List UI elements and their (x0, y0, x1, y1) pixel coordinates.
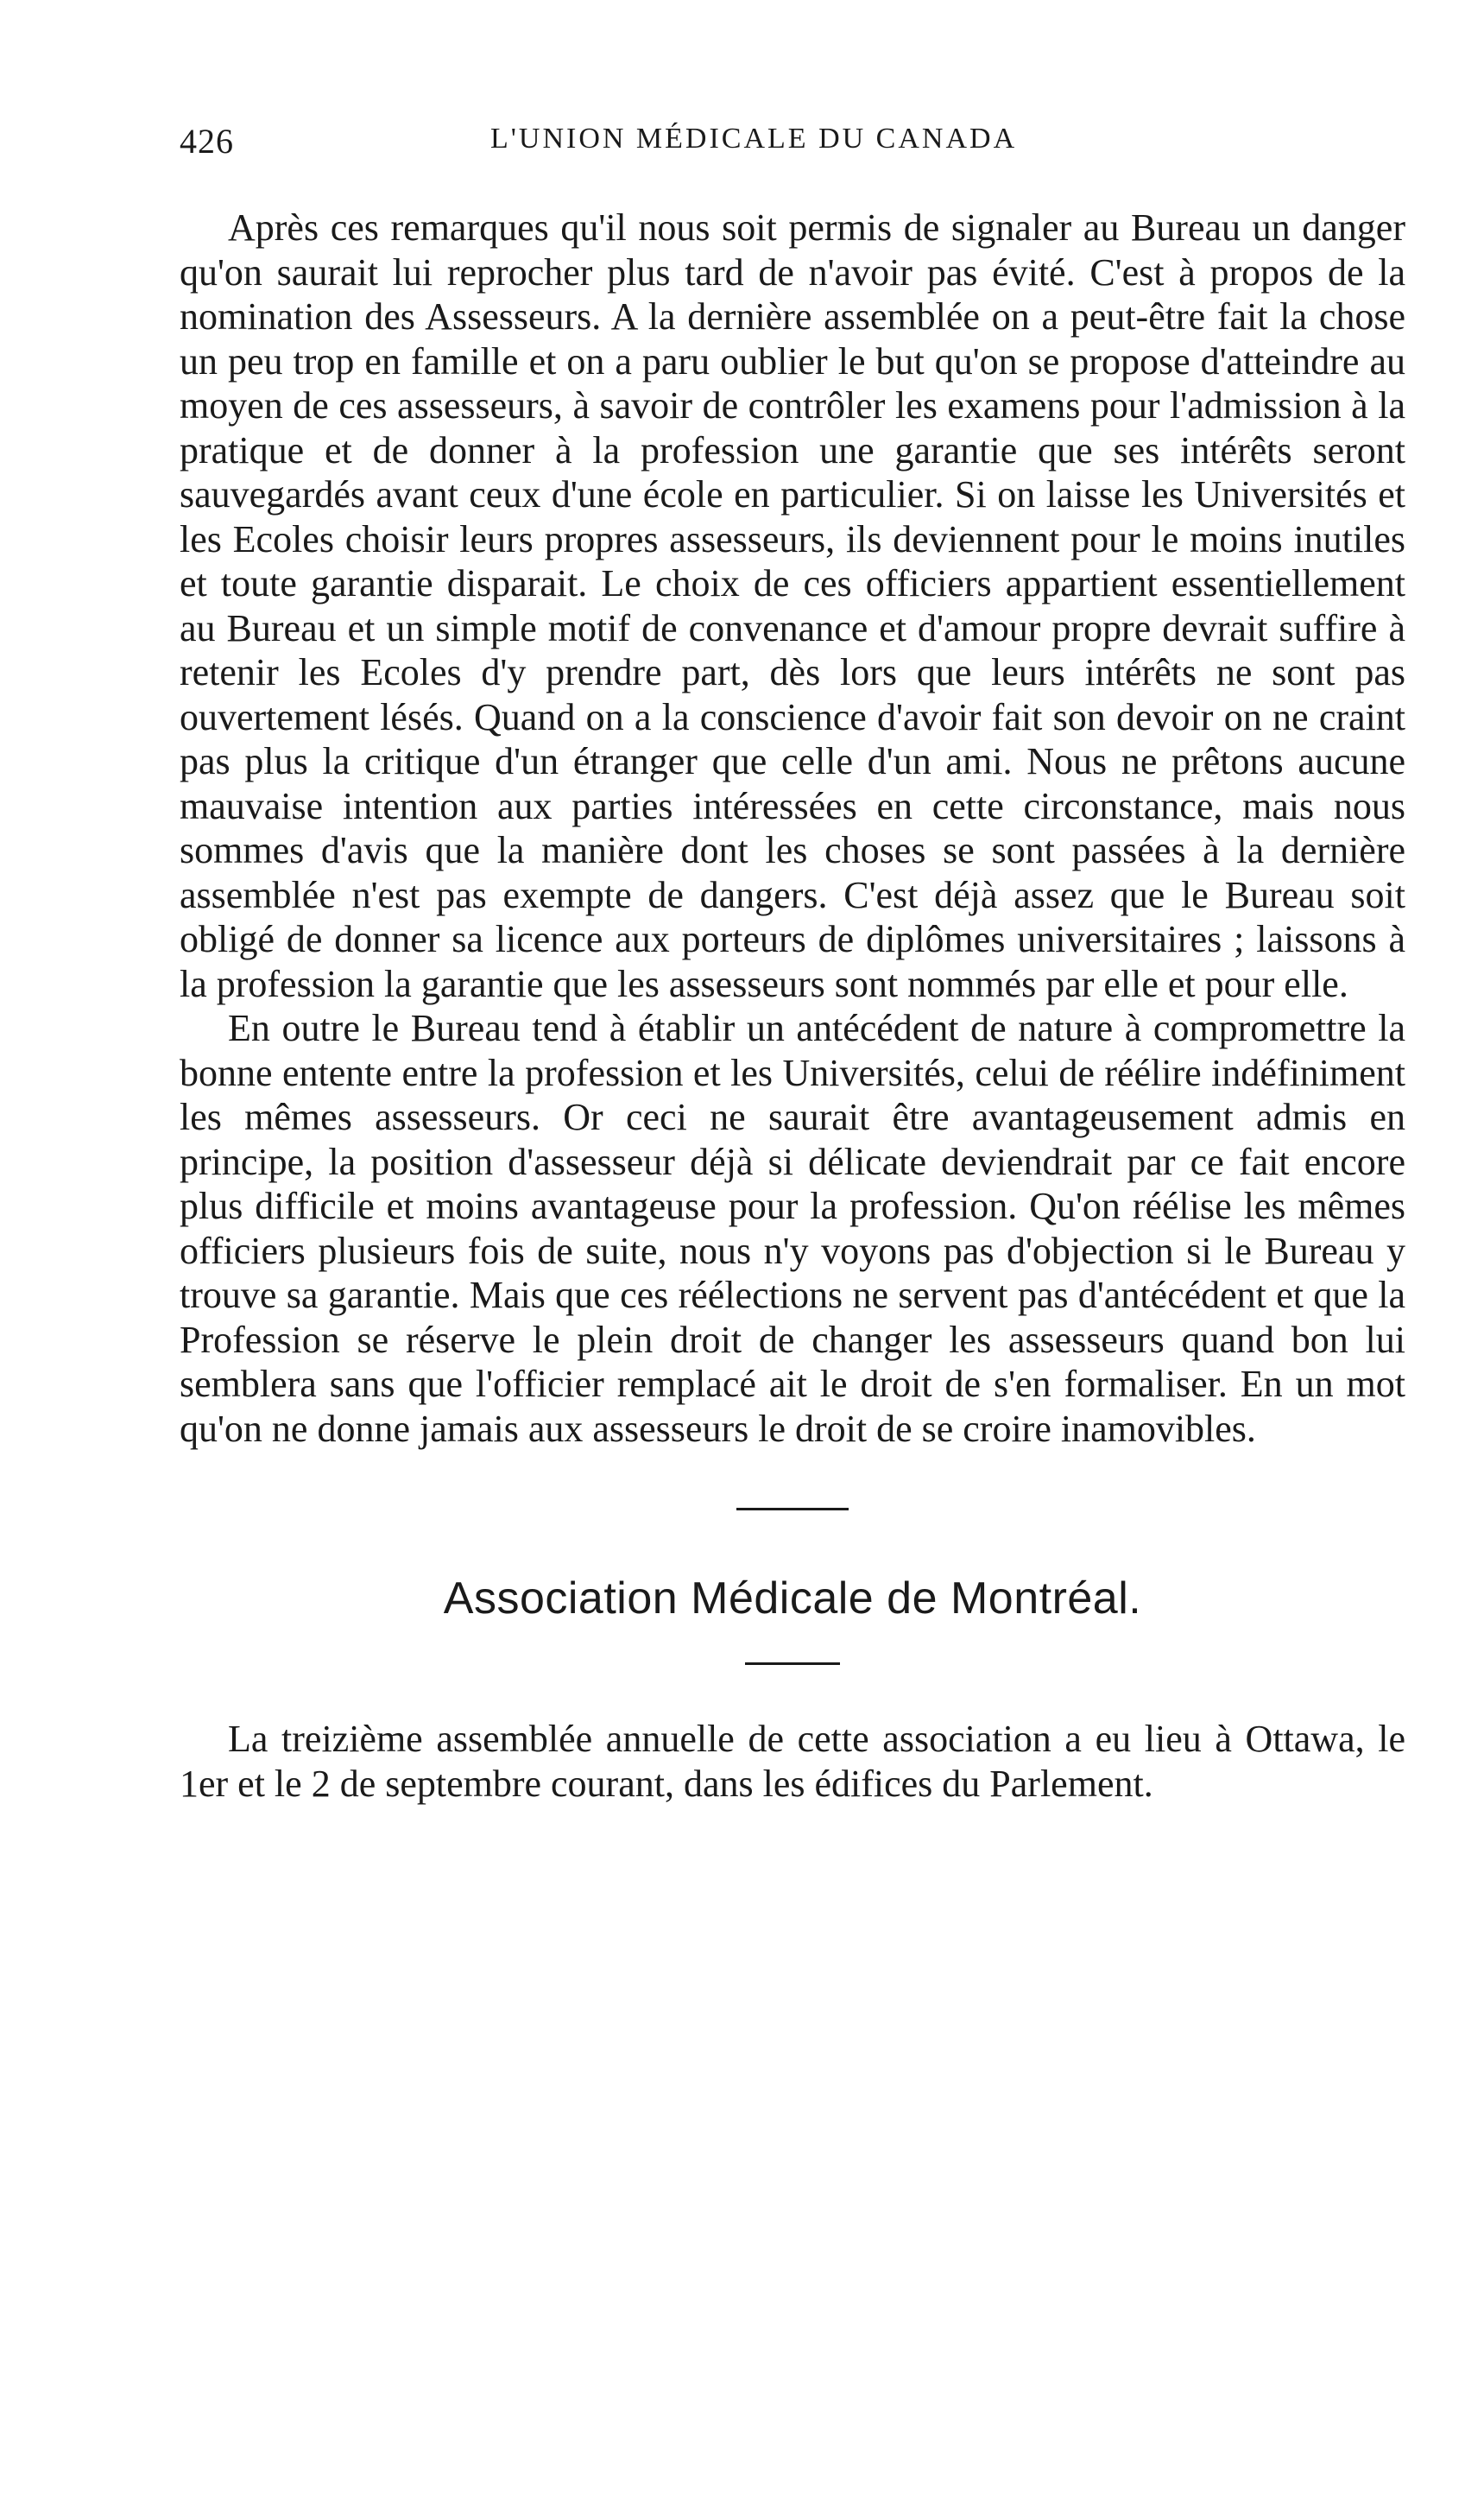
section-divider (736, 1508, 849, 1510)
page-number: 426 (180, 122, 234, 161)
article-paragraph-1: Après ces remarques qu'il nous soit permis de signaler au Bureau un danger qu'on saurait lui reprocher plus tard de n'avoir pas évité. C'est à propos de la nomination des Assesseurs. A la dernière assemblée on a peut-être fait la chose un peu trop en famille et on a paru oublier le but qu'on se propose d'atteindre au moyen de ces assesseurs, à savoir de contrôler les examens pour l'admission à la pratique et de donner à la profession une garantie que ses intérêts seront sauvegardés avant ceux d'une école en particulier. Si on laisse les Universités et les Ecoles choisir leurs propres assesseurs, ils deviennent pour le moins inutiles et toute garantie disparait. Le choix de ces officiers appartient essentiellement au Bureau et un simple motif de convenance et d'amour propre devrait suffire à retenir les Ecoles d'y prendre part, dès lors que leurs intérêts ne sont pas ouvertement lésés. Quand on a la conscience d'avoir fait son devoir on ne craint pas plus la critique d'un étranger que celle d'un ami. Nous ne prêtons aucune mauvaise intention aux parties intéressées en cette circonstance, mais nous sommes d'avis que la manière dont les choses se sont passées à la dernière assemblée n'est pas exempte de dangers. C'est déjà assez que le Bureau soit obligé de donner sa licence aux porteurs de diplômes universitaires ; laissons à la profession la garantie que les assesseurs sont nommés par elle et pour elle. (180, 206, 1405, 1005)
article-body (180, 206, 1405, 1451)
section-paragraph: La treizième assemblée annuelle de cette association a eu lieu à Ottawa, le 1er et le 2 de septembre courant, dans les édifices du Parlement. (180, 1718, 1405, 1805)
running-head (180, 121, 1405, 173)
section-heading: Association Médicale de Montréal. (443, 1573, 1142, 1624)
section-body (180, 1717, 1405, 1806)
page (180, 121, 1405, 1806)
journal-title: L'UNION MÉDICALE DU CANADA (490, 123, 1018, 155)
heading-divider (745, 1662, 840, 1665)
article-paragraph-2: En outre le Bureau tend à établir un antécédent de nature à compromettre la bonne entente entre la profession et les Universités, celui de réélire indéfiniment les mêmes assesseurs. Or ceci ne saurait être avantageusement admis en principe, la position d'assesseur déjà si délicate deviendrait par ce fait encore plus difficile et moins avantageuse pour la profession. Qu'on réélise les mêmes officiers plusieurs fois de suite, nous n'y voyons pas d'objection si le Bureau y trouve sa garantie. Mais que ces réélections ne servent pas d'antécédent et que la Profession se réserve le plein droit de changer les assesseurs quand bon lui semblera sans que l'officier remplacé ait le droit de s'en formaliser. En un mot qu'on ne donne jamais aux assesseurs le droit de se croire inamovibles. (180, 1007, 1405, 1450)
